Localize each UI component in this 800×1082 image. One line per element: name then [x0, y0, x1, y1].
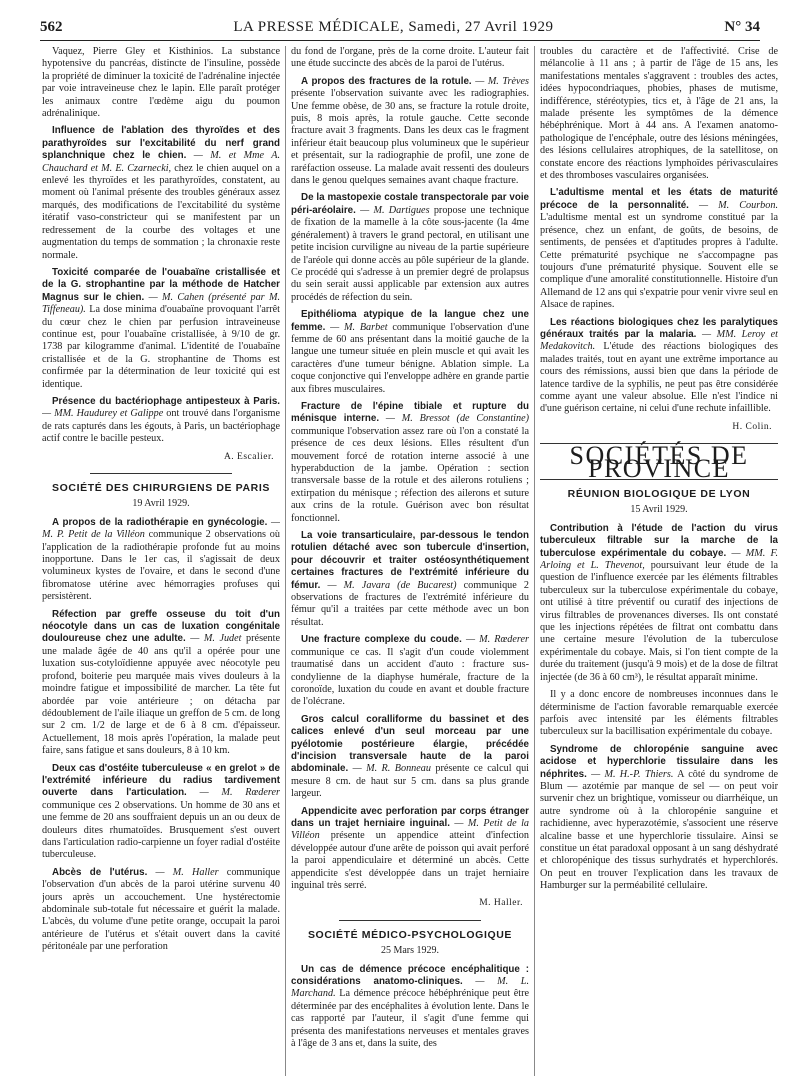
- article-heading: Abcès de l'utérus.: [52, 866, 148, 878]
- paragraph: [42, 763, 280, 862]
- paragraph: [42, 396, 280, 446]
- article-text: L'adultisme mental est un syndrome constitué par la présence, chez un enfant, de goûts, de besoins, de sentiments, de pensées et d'aptitudes propres à l'adulte. Cette prématurité psychique ne s'accompagne pas toujours d'une prématurité physique. Souvent elle se complique d'une amoralité constitutionnelle. Histoire d'un Allemand de 12 ans qui s'expatrie pour venir vivre seul en Alsace de rapines.: [540, 212, 778, 311]
- article-heading: Un cas de démence précoce encéphalitique : considérations anatomo-cliniques.: [291, 963, 529, 988]
- paragraph: [42, 125, 280, 261]
- section-date: 25 Mars 1929.: [380, 945, 440, 957]
- section-heading: SOCIÉTÉ MÉDICO-PSYCHOLOGIQUE: [307, 928, 513, 941]
- article-heading: Appendicite avec perforation par corps étranger dans un trajet herniaire inguinal.: [291, 805, 529, 829]
- article-text: propose une technique de fixation de la mamelle à la côte sous-jacente (la 4me généralement) à travers le grand pectoral, en utilisant une petite incision curviligne au niveau de la partie supérieure de l'aréole qui donne accès au pôle supérieur de la glande. Ce procédé qui s'adresse à un premier degré de prolapsus du sein serait aussi applicable par extension aux autres procédés de réfection du sein.: [291, 204, 529, 303]
- article-authors: — M. et Mme A. Chauchard et M. E. Czarnecki,: [42, 150, 280, 174]
- page-number: 562: [40, 19, 63, 35]
- article-heading: Fracture de l'épine tibiale et rupture du ménisque interne.: [291, 400, 529, 425]
- article-heading: Epithélioma atypique de la langue chez une femme.: [291, 309, 529, 333]
- article-heading: Toxicité comparée de l'ouabaïne cristallisée et de la G. strophantine par la méthode de Hatcher Magnus sur le chien.: [42, 266, 280, 303]
- paragraph: [540, 187, 778, 311]
- article-authors: — M. Petit de la Villéon: [291, 817, 529, 842]
- signature: H. Colin.: [732, 421, 772, 432]
- column-3: [540, 46, 778, 1076]
- article-heading: Les réactions biologiques chez les paralytiques généraux traités par la malaria.: [540, 316, 778, 340]
- paragraph: [42, 867, 280, 954]
- paragraph: troubles du caractère et de l'affectivité. Crise de mélancolie à 11 ans ; à partir de l'âge de 15 ans, les manifestations mentales s'aggravent : troubles des actes, idées hypocondriaques, phobies, phases de mutisme, indifférence, stéréotypies, tics et, à l'âge de 21 ans, la malade présente les symptômes de la démence hébéphrénique. Mort à 44 ans. A l'examen anatomo-pathologique de l'encéphale, outre des lésions méningées, des lésions cellulaires atrophiques, de la satellitose, on constate encore des réactions lymphoïdes périvasculaires et des thromboses vasculaires organisées.: [540, 46, 778, 182]
- article-text: La démence précoce hébéphrénique peut être déterminée par des encéphalites à évolution lente. Dans le cas rapporté par l'auteur, il s'agit d'une femme qui présenta des manifestations nerveuses et mentales graves à l'âge de 3 ans et, dans la suite, des: [291, 988, 529, 1050]
- article-authors: — M. Rœderer: [199, 787, 280, 799]
- article-heading: Gros calcul coralliforme du bassinet et des calices enlevé d'un seul morceau par une pyélotomie postérieure élargie, précédée d'incision transversale haute de la paroi abdominale.: [291, 713, 529, 775]
- paragraph: [540, 523, 778, 684]
- issue-number: N° 34: [724, 19, 760, 35]
- article-text: poursuivant leur étude de la question de l'influence exercée par les éléments filtrables tuberculeux sur la tuberculose expérimentale du cobaye, ont utilisé à titre préventif ou curatif des injections de virus filtrables de provenances diverses. Ils ont constaté que les injections répétées de filtrat ont combattu dans une certaine mesure l'évolution de la tuberculose expérimentale du cobaye. Mais, si l'on tient compte de la durée du traitement (jusqu'à 9 mois) et de la dose de filtrat injectée (de 36 à 60 cm³), le résultat apparaît minime.: [540, 560, 778, 683]
- article-authors: — M. P. Petit de la Villéon: [42, 516, 280, 541]
- article-text: communique l'observation d'une femme de 60 ans présentant dans la moitié gauche de la langue une tumeur située en plein muscle et qui avait les caractères d'une tumeur bénigne. Ablation simple. La coque conjonctive qui l'enveloppe adhère en grande partie aux fibres musculaires.: [291, 321, 529, 395]
- article-heading: Deux cas d'ostéite tuberculeuse « en grelot » de l'extrémité inférieure du radius tardivement ouverte dans l'articulation.: [42, 762, 280, 799]
- article-authors: — M. H.-P. Thiers.: [591, 768, 674, 780]
- article-heading: Présence du bactériophage antipesteux à Paris.: [52, 395, 280, 407]
- article-text: communique 2 observations de fractures de l'extrémité inférieure du fémur qu'il a traitées par cette méthode avec un bon résultat.: [291, 579, 529, 628]
- article-text: présente un appendice atteint d'infection développée autour d'une arête de poisson qui avait perforé la paroi appendiculaire et déterminé un abcès. Cette appendicite s'est développée dans un trajet herniaire inguinal très serré.: [291, 830, 529, 891]
- section-date: 15 Avril 1929.: [630, 504, 688, 516]
- article-authors: — MM. Haudurey et Galippe: [42, 408, 164, 420]
- major-section-title: SOCIÉTÉS DE PROVINCE: [540, 443, 778, 480]
- article-heading: Syndrome de chloropénie sanguine avec acidose et hyperchlorie tissulaire dans les néphrites.: [540, 743, 778, 780]
- article-authors: — M. Cahen (présenté par M. Tiffeneau).: [42, 291, 280, 316]
- article-heading: Influence de l'ablation des thyroïdes et des parathyroïdes sur l'excitabilité du nerf grand splanchnique chez le chien.: [42, 125, 280, 162]
- page-header: [40, 14, 760, 36]
- paragraph: [42, 517, 280, 604]
- article-text: présente l'observation suivante avec les radiographies. Une femme obèse, de 30 ans, se fracture la rotule droite, puis, 8 mois après, la rotule gauche. Cette seconde fracture avait 3 fragments. Dans les deux cas le fragment inférieur était beaucoup plus volumineux que le supérieur et présentait, sur la radiographie de profil, une zone de raréfaction osseuse. La malade avait ressenti des douleurs dans le genou quelques semaines avant chaque fracture.: [291, 88, 529, 187]
- article-authors: — M. R. Bonneau: [352, 763, 431, 775]
- paragraph: [291, 192, 529, 304]
- article-authors: — M. Judet: [190, 633, 242, 645]
- column-separator: [534, 46, 535, 1076]
- article-authors: — M. Barbet: [330, 321, 388, 333]
- paragraph: du fond de l'organe, près de la corne droite. L'auteur fait une étude succincte des abcès de la paroi de l'utérus.: [291, 46, 529, 70]
- article-heading: Une fracture complexe du coude.: [301, 634, 462, 646]
- article-text: communique 2 observations où l'application de la radiothérapie profonde fut au moins inopportune. Dans le 1er cas, il s'agissait de deux volumineux kystes de l'ovaire, et dans le second d'une fibromatose utérine avec hémorragies profuses qui persistèrent.: [42, 529, 280, 603]
- article-text: communique ces 2 observations. Un homme de 30 ans et une femme de 20 ans souffraient depuis un an ou deux de douleurs dites rhumatoïdes. Brusquement s'est ouvert dans l'articulation radio-carpienne un foyer radial d'ostéite tuberculeuse.: [42, 799, 280, 861]
- article-heading: La voie transarticulaire, par-dessous le tendon rotulien détaché avec son tubercule d'insertion, pour découvrir et traiter ostéosynthétiquement certaines fractures de l'extrémité inférieure du fémur.: [291, 530, 529, 591]
- article-text: communique ce cas. Il s'agit d'un coude violemment traumatisé dans un accident d'auto : fracture sus-condylienne de la diaphyse humérale, fracture de la coronoïde, luxation du coude en avant et double fracture de l'olécrane.: [291, 646, 529, 708]
- article-authors: — M. Trèves: [475, 75, 529, 87]
- paragraph: [291, 964, 529, 1051]
- article-heading: A propos des fractures de la rotule.: [301, 75, 472, 87]
- article-text: A côté du syndrome de Blum — azotémie par manque de sel — on peut voir survenir chez un brightique, vomisseur ou diarrhéique, un autre syndrome où à la chloropénie sanguine et rachidienne, avec hyperazotémie, s'associent une réserve alcaline basse et une hyperchlorie tissulaire. Ainsi se constitue un état paradoxal opposant à un sang déshydraté et chloropénique des tissus surhydratés et hyperchlorés. On peut en trouver l'explication dans les travaux de Hamburger sur la perméabilité cellulaire.: [540, 768, 778, 892]
- header-rule: [40, 40, 760, 41]
- article-authors: — M. Courbon.: [698, 199, 778, 211]
- article-text: communique l'observation d'un abcès de la paroi utérine survenu 40 jours après un accouchement. Une hystérectomie abdominale sub-totale fut nécessaire et guérit la malade. L'abcès, du volume d'une petite orange, occupait la paroi antérieure de l'utérus et s'était ouvert dans la cavité péritonéale par une perforation: [42, 866, 280, 953]
- article-authors: — MM. F. Arloing et L. Thevenot,: [540, 547, 778, 572]
- column-2: [291, 46, 529, 1076]
- paragraph: [540, 317, 778, 416]
- article-text: ont trouvé dans l'organisme de rats capturés dans les égouts, à Paris, un bactériophage actif contre le bacille pesteux.: [42, 408, 280, 445]
- article-authors: — M. Rœderer: [465, 634, 529, 646]
- article-text: La dose minima d'ouabaïne provoquant l'arrêt du cœur chez le chien par perfusion intraveineuse continue est, pour l'ouabaïne cristallisée, à 9/10 de gr. 1738 par kilogramme d'animal. L'identité de l'ouabaïne cristallisée et de la G. strophantine de Thoms est confirmée par la détermination de leur toxicité qui est identique.: [42, 304, 280, 390]
- paragraph: [291, 806, 529, 893]
- paragraph: [540, 744, 778, 893]
- article-text: présente une malade âgée de 40 ans qu'il a opérée pour une luxation sus-cotyloïdienne appuyée avec néocotyle peu profond, boiterie peu marquée mais vives douleurs à la moindre fatigue et impossibilité de marcher. La tête fut abordée par voie antérieure ; on détacha par dédoublement de l'aile iliaque un greffon de 5 cm. de long sur 2 cm. 1/2 de large et de 6 à 8 cm. d'épaisseur. Actuellement, 18 mois après l'opération, la malade peut faire, sans fatigue et sans douleurs, 8 à 10 km.: [42, 633, 280, 757]
- column-1: [42, 46, 280, 1076]
- paragraph: [291, 530, 529, 629]
- article-authors: — M. Haller: [155, 866, 219, 878]
- journal-title: LA PRESSE MÉDICALE, Samedi, 27 Avril 1929: [233, 19, 554, 35]
- paragraph: [291, 714, 529, 801]
- article-heading: L'adultisme mental et les états de maturité précoce de la personnalité.: [540, 187, 778, 211]
- article-heading: Réfection par greffe osseuse du toit d'un néocotyle dans un cas de luxation congénitale douloureuse chez une adulte.: [42, 608, 280, 645]
- article-heading: De la mastopexie costale transpectorale par voie péri-aréolaire.: [291, 192, 529, 216]
- paragraph: Il y a donc encore de nombreuses inconnues dans le déterminisme de l'action favorable remarquable exercée parfois avec intensité par les éléments filtrables tuberculeux sur la bacillisation expérimentale du cobaye.: [540, 689, 778, 738]
- article-authors: — M. Dartigues: [360, 204, 430, 216]
- paragraph: [42, 609, 280, 758]
- article-heading: A propos de la radiothérapie en gynécologie.: [52, 516, 268, 528]
- article-heading: Contribution à l'étude de l'action du virus tuberculeux filtrable sur la marche de la tuberculose expérimentale du cobaye.: [540, 522, 778, 559]
- article-text: chez le chien auquel on a enlevé les thyroïdes et les parathyroïdes, constatent, au moment où l'animal présente des troubles généraux assez marqués, des modifications de l'excitabilité du système itératif vaso-constricteur qui se manifestent par un redressement de la courbe des voltages et une augmentation du temps de sommation ; la chronaxie reste normale.: [42, 162, 280, 261]
- article-authors: — M. L. Marchand.: [291, 976, 529, 1000]
- article-authors: — M. Javara (de Bucarest): [327, 579, 457, 591]
- article-authors: — M. Bressot (de Constantine): [385, 413, 529, 425]
- section-divider: [90, 473, 233, 474]
- paragraph: [291, 401, 529, 525]
- paragraph: Vaquez, Pierre Gley et Kisthinios. La substance hypotensive du pancréas, distincte de l'insuline, possède la propriété de diminuer la toxicité de l'adrénaline injectée par voie intraveineuse chez le lapin. Elle paraît protéger les animaux contre l'œdème aigu du poumon adrénalinique.: [42, 46, 280, 120]
- paragraph: [291, 76, 529, 188]
- article-text: présente ce calcul qui mesure 8 cm. de haut sur 5 cm. dans sa plus grande largeur.: [291, 763, 529, 800]
- section-heading: RÉUNION BIOLOGIQUE DE LYON: [567, 488, 751, 500]
- section-heading: SOCIÉTÉ DES CHIRURGIENS DE PARIS: [52, 482, 270, 494]
- column-separator: [285, 46, 286, 1076]
- article-text: communique l'observation assez rare où l'on a constaté la présence de ces deux lésions. Elles résultent d'un mouvement forcé de rotation interne associé à une hyperabduction de la jambe. Opération : section transversale basse de la rotule et des ailerons rotuliens ; extirpation du ménisque ; réfection des ailerons et suture aux crins de la rotule. Guérison avec bon résultat fonctionnel.: [291, 425, 529, 524]
- signature: A. Escalier.: [223, 451, 274, 462]
- signature: M. Haller.: [479, 898, 523, 909]
- article-authors: — MM. Leroy et Medakovitch.: [540, 328, 778, 353]
- paragraph: [291, 634, 529, 708]
- section-divider: [339, 920, 482, 921]
- article-text: L'étude des réactions biologiques des malades traités, tout en ayant une extrême importance au cours des rémissions, aussi bien que dans la période de latence tardive de la syphilis, ne peut pas être considérée comme ayant une valeur absolue. Elle n'est l'indice ni d'une guérison certaine, ni celui d'une rechute infaillible.: [540, 341, 778, 415]
- paragraph: [291, 309, 529, 396]
- section-date: 19 Avril 1929.: [132, 498, 190, 510]
- paragraph: [42, 267, 280, 391]
